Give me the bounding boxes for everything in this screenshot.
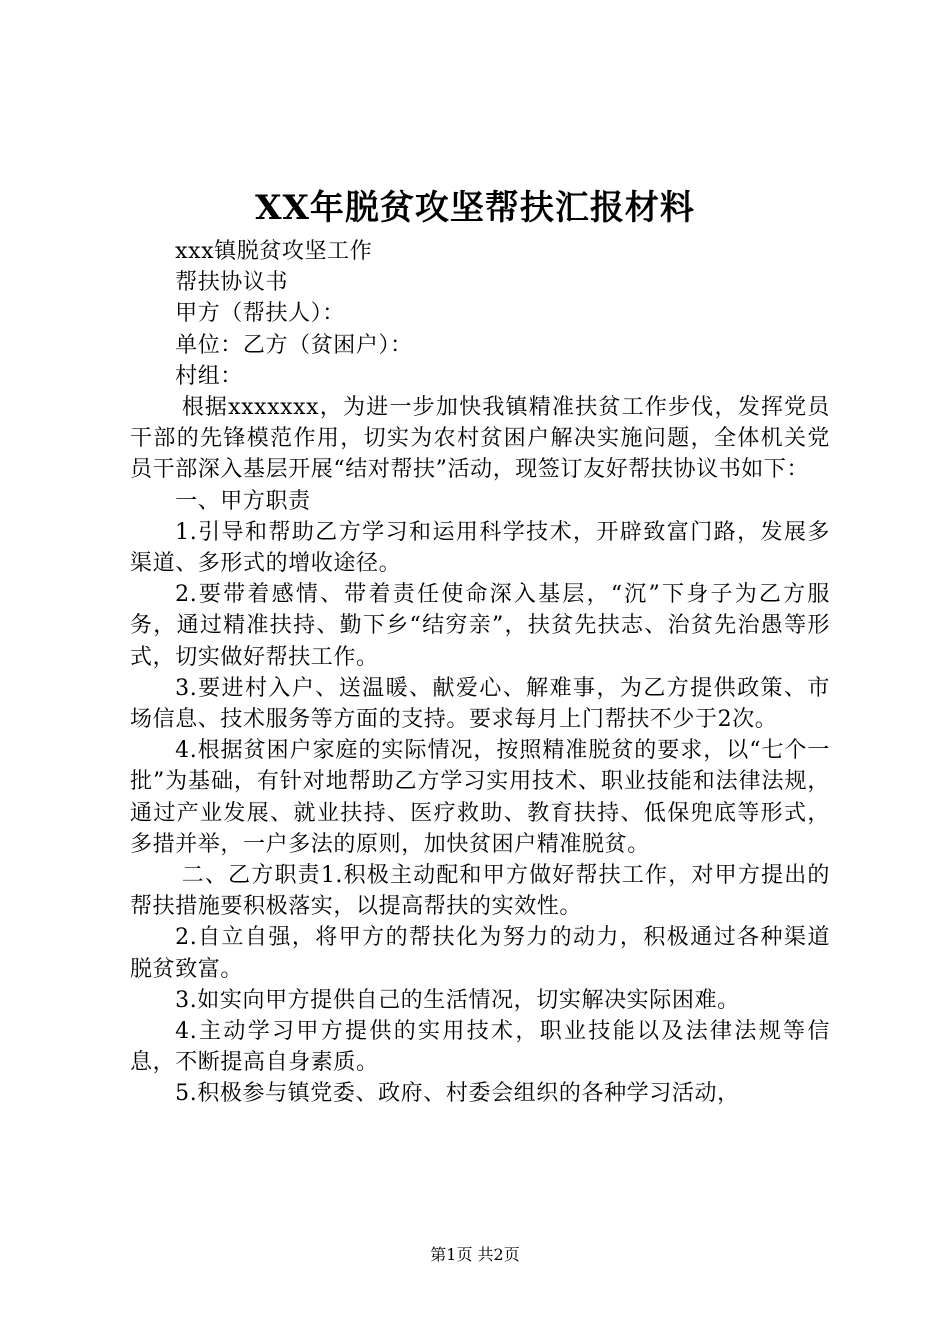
section-heading-party-a-duties: 一、甲方职责 bbox=[175, 488, 311, 514]
paragraph-a-duty-4: 4.根据贫困户家庭的实际情况，按照精准脱贫的要求，以“七个一批”为基础，有针对地帮助乙方学习实用技术、职业技能和法律法规，通过产业发展、就业扶持、医疗救助、教育扶持、低保兜底等形式，多措并举，一户多法的原则，加快贫困户精准脱贫。 bbox=[130, 738, 830, 857]
paragraph-a-duty-3: 3.要进村入户、送温暖、献爱心、解难事，为乙方提供政策、市场信息、技术服务等方面的支持。要求每月上门帮扶不少于2次。 bbox=[130, 675, 830, 733]
paragraph-b-duty-5: 5.积极参与镇党委、政府、村委会组织的各种学习活动， bbox=[175, 1081, 740, 1107]
paragraph-b-duties-1: 二、乙方职责1.积极主动配和甲方做好帮扶工作，对甲方提出的帮扶措施要积极落实，以提高帮扶的实效性。 bbox=[130, 863, 830, 920]
paragraph-a-duty-2: 2.要带着感情、带着责任使命深入基层，“沉”下身子为乙方服务，通过精准扶持、勤下乡“结穷亲”，扶贫先扶志、治贫先治愚等形式，切实做好帮扶工作。 bbox=[130, 582, 830, 670]
paragraph-agreement-heading: 帮扶协议书 bbox=[175, 270, 289, 296]
paragraph-town-work: xxx镇脱贫攻坚工作 bbox=[175, 239, 373, 264]
page-footer: 第1页 共2页 bbox=[430, 1245, 520, 1264]
paragraph-b-duty-4: 4.主动学习甲方提供的实用技术，职业技能以及法律法规等信息，不断提高自身素质。 bbox=[130, 1019, 830, 1076]
document-title: XX年脱贫攻坚帮扶汇报材料 bbox=[255, 188, 695, 228]
document-body bbox=[130, 236, 830, 1110]
paragraph-party-a: 甲方（帮扶人）： bbox=[175, 301, 345, 327]
paragraph-b-duty-2: 2.自立自强，将甲方的帮扶化为努力的动力，积极通过各种渠道脱贫致富。 bbox=[130, 925, 830, 982]
paragraph-a-duty-1: 1.引导和帮助乙方学习和运用科学技术，开辟致富门路，发展多渠道、多形式的增收途径。 bbox=[130, 519, 830, 577]
paragraph-unit-party-b: 单位：乙方（贫困户）： bbox=[175, 332, 413, 358]
paragraph-b-duty-3: 3.如实向甲方提供自己的生活情况，切实解决实际困难。 bbox=[175, 987, 740, 1013]
paragraph-intro: 根据xxxxxxx，为进一步加快我镇精准扶贫工作步伐，发挥党员干部的先锋模范作用，切实为农村贫困户解决实施问题，全体机关党员干部深入基层开展“结对帮扶”活动，现签订友好帮扶协议书如下： bbox=[130, 395, 830, 483]
paragraph-village-group: 村组： bbox=[175, 363, 243, 389]
